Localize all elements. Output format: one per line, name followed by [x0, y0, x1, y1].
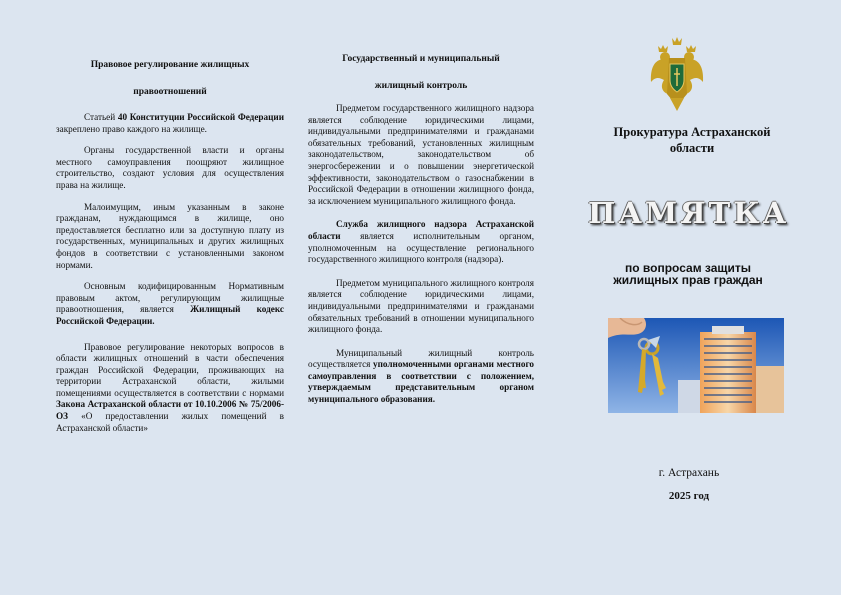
column-legal-regulation: [56, 52, 284, 444]
section-heading: [56, 52, 284, 106]
page-title: ПАМЯТКА: [588, 196, 790, 230]
text: Муниципальный жилищный контроль осуществляется: [308, 347, 534, 370]
text: «О предоставлении жилых помещений в Астраханской области»: [56, 411, 284, 433]
heading-line: жилищный контроль: [374, 81, 468, 91]
bold-text: 40 Конституции Российской Федерации: [117, 112, 284, 122]
paragraph: Предметом государственного жилищного надзора является соблюдение юридическими лицами, индивидуальными предпринимателями и гражданами обязательных требований, установленных жилищным законодательством, законодательством об энергосбережении и о повышении энергетической эффективности, законодательством о газоснабжении в Российской Федерации в отношении жилищного фонда, за исключением муниципального жилищного фонда.: [308, 103, 534, 206]
heading-line: Государственный и муниципальный: [342, 54, 500, 64]
paragraph: Малоимущим, иным указанным в законе гражданам, нуждающимся в жилище, оно предоставляется бесплатно или за доступную плату из государственных, муниципальных и других жилищных фондов в соответствии с установленными законом нормами.: [56, 201, 284, 270]
text: является исполнительным органом, уполномоченным на осуществление регионального государственного жилищного контроля (надзора).: [308, 230, 534, 265]
paragraph: Органы государственной власти и органы местного самоуправления поощряют жилищное строительство, создают условия для осуществления права на жилище.: [56, 145, 284, 190]
org-line: области: [669, 141, 715, 155]
org-line: Прокуратура Астраханской: [613, 125, 771, 139]
subtitle-line: по вопросам защиты: [624, 261, 752, 275]
text: Основным кодифицированным Нормативным правовым актом, регулирующим жилищные правоотношения, является: [56, 281, 284, 315]
paragraph: [56, 342, 284, 435]
bold-text: уполномоченными органами местного самоуправления в соответствии с положением, утверждаемым представительным органом муниципального образования.: [308, 359, 534, 405]
paragraph: [56, 112, 284, 135]
keys-building-photo: [608, 318, 784, 413]
paragraph: [308, 219, 534, 265]
prosecutor-emblem-icon: [648, 36, 706, 112]
text: закреплено право каждого на жилище.: [56, 123, 207, 134]
section-heading: [308, 46, 534, 100]
year-label: 2025 год: [668, 490, 710, 502]
column-housing-control: [308, 46, 534, 416]
heading-line: правоотношений: [133, 87, 207, 97]
bold-text: Служба жилищного надзора Астраханской области: [308, 219, 534, 241]
bold-text: Закона Астраханской области от 10.10.2006 № 75/2006-ОЗ: [56, 399, 284, 422]
paragraph: [308, 348, 534, 406]
text: Статьей: [84, 112, 118, 122]
paragraph: [56, 281, 284, 327]
subtitle-line: жилищных прав граждан: [613, 273, 763, 287]
city-label: г. Астрахань: [658, 467, 720, 479]
organization-name: [592, 124, 792, 156]
heading-line: Правовое регулирование жилищных: [90, 60, 250, 70]
text: Правовое регулирование некоторых вопросов в области жилищных отношений в части обеспечения граждан Российской Федерации, проживающих на территории Астраханской области, жилыми помещениями осуществляется в соответствии с нормами: [56, 341, 284, 398]
paragraph: Предметом муниципального жилищного контроля является соблюдение юридическими лицами, индивидуальными предпринимателями и гражданами обязательных требований в отношении муниципального жилищного фонда.: [308, 277, 534, 335]
subtitle: [590, 262, 786, 286]
bold-text: Жилищный кодекс Российской Федерации.: [56, 304, 284, 326]
